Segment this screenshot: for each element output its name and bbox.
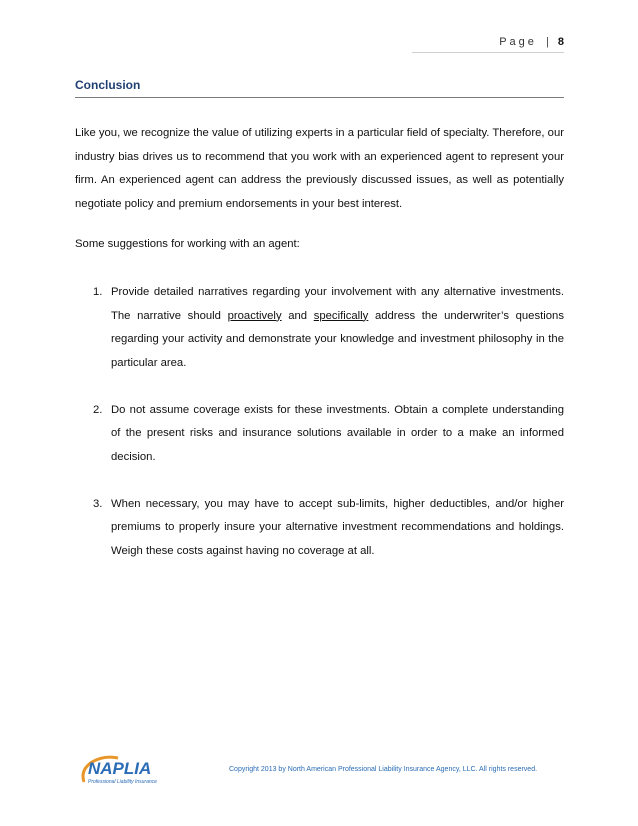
suggestions-list [75, 281, 564, 587]
emphasis-specifically: specifically [313, 309, 369, 322]
list-item-text: address the underwriter’s questions regarding your activity and demonstrate your knowledge and investment philosophy in the particular area. [111, 309, 564, 369]
page-header [499, 36, 564, 48]
logo-tagline: Professional Liability Insurance [88, 779, 157, 785]
list-marker: 1. [93, 286, 103, 298]
paragraph-suggestions-lead: Some suggestions for working with an agent: [75, 238, 300, 250]
list-item-text: When necessary, you may have to accept sub-limits, higher deductibles, and/or higher premiums to properly insure your alternative investment recommendations and holdings. Weigh these costs against having no coverage at all. [111, 497, 564, 557]
naplia-logo [78, 752, 168, 792]
footer-copyright: Copyright 2013 by North American Professional Liability Insurance Agency, LLC. All rights reserved. [229, 766, 538, 773]
list-item-text: Provide detailed narratives regarding your involvement with any alternative investments. The narrative should [111, 286, 564, 322]
paragraph-intro: Like you, we recognize the value of utilizing experts in a particular field of specialty. Therefore, our industry bias drives us to recommend that you work with an experienced agent to represent your firm. An experienced agent can address the previously discussed issues, as well as potentially negotiate policy and premium endorsements in your best interest. [75, 127, 564, 210]
list-item [75, 399, 564, 470]
logo-wordmark: NAPLIA [88, 759, 152, 778]
list-item-text: and [281, 309, 314, 322]
list-marker: 3. [93, 497, 103, 510]
emphasis-proactively: proactively [227, 309, 282, 322]
header-divider [412, 52, 564, 53]
page-label: Page [499, 36, 537, 48]
title-divider [75, 97, 564, 98]
list-item [75, 493, 564, 564]
list-item-text: Do not assume coverage exists for these investments. Obtain a complete understanding of the present risks and insurance solutions available in order to a make an informed decision. [111, 403, 564, 463]
page-separator: | [545, 36, 549, 48]
list-item [75, 281, 564, 375]
section-title: Conclusion [75, 78, 141, 92]
page-number: 8 [557, 36, 564, 48]
list-marker: 2. [93, 403, 103, 416]
